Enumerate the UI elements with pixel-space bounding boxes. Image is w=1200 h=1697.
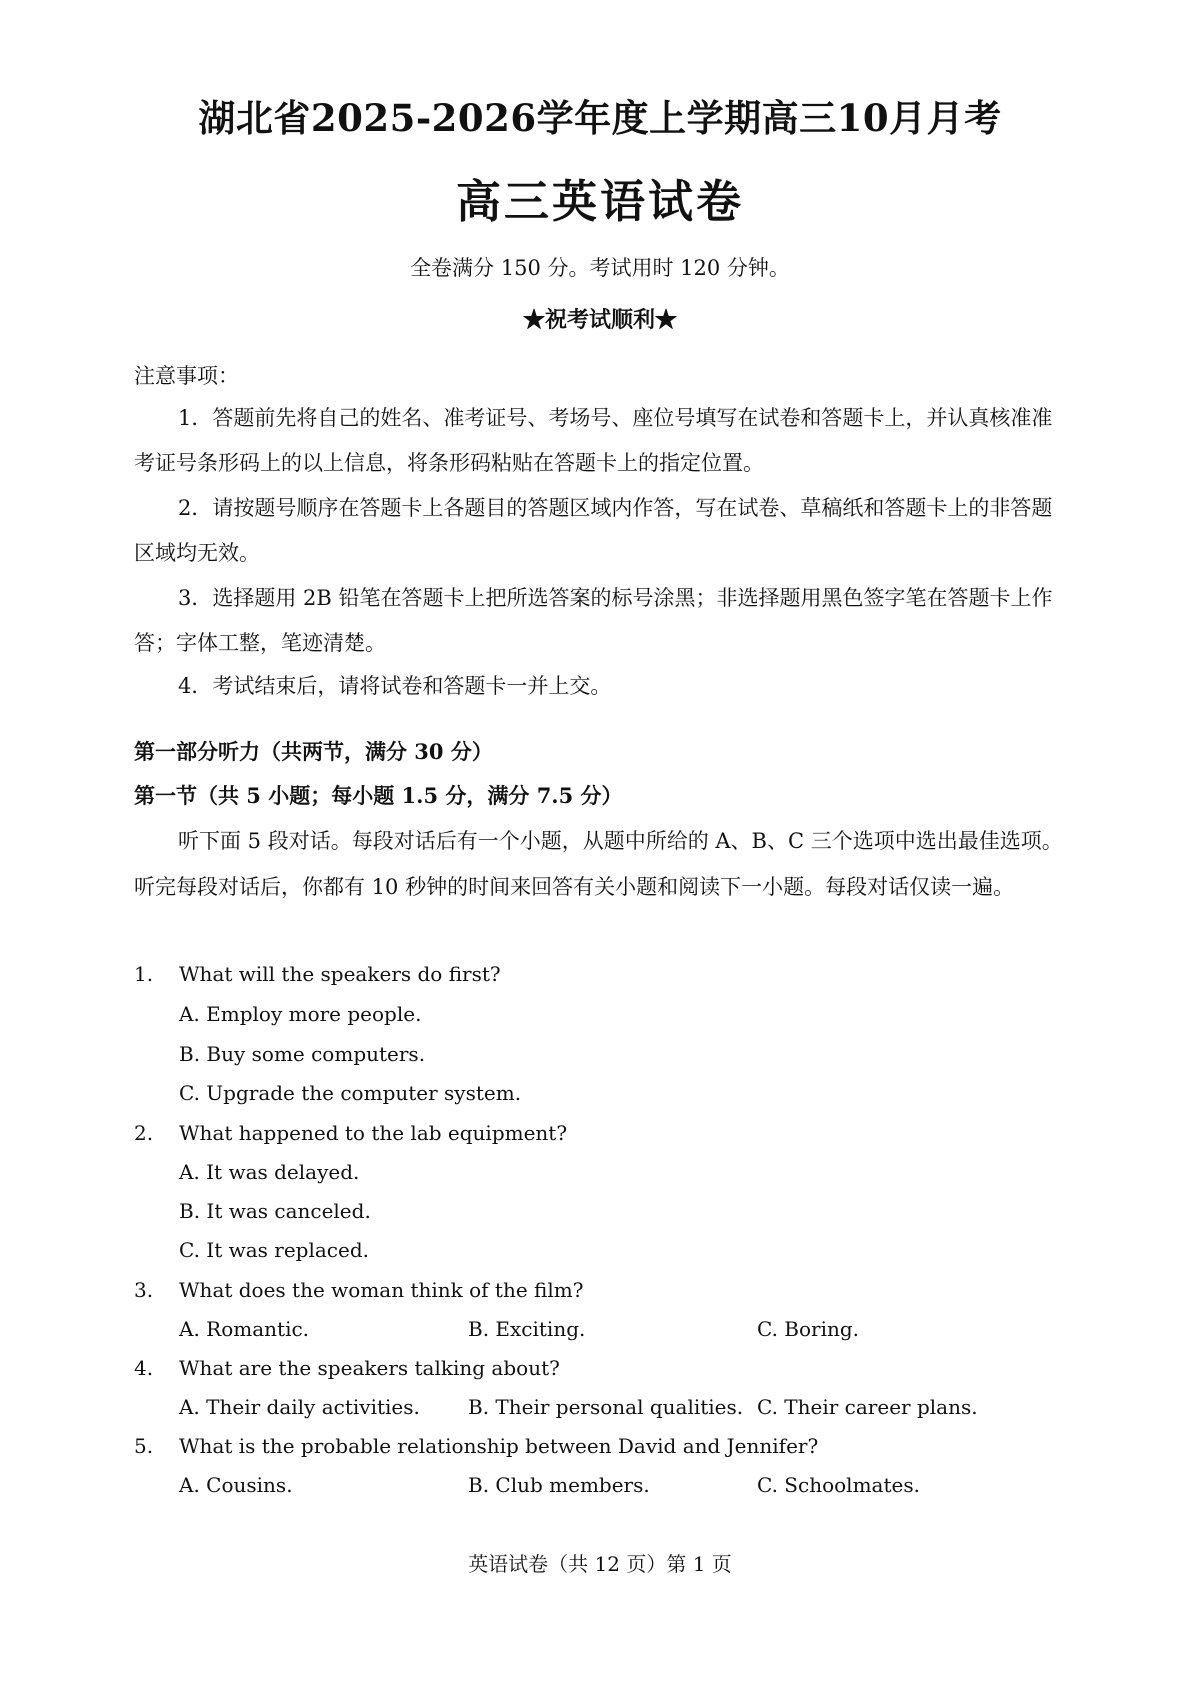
score-line: 全卷满分 150 分。考试用时 120 分钟。 — [410, 256, 790, 280]
answer-option: B. Club members. — [468, 1473, 650, 1497]
part-title: 第一部分听力（共两节，满分 30 分） — [134, 739, 493, 764]
question-number: 4. — [134, 1356, 154, 1380]
question-stem: What happened to the lab equipment? — [179, 1121, 568, 1145]
question-number: 1. — [134, 962, 154, 986]
answer-option: B. Buy some computers. — [179, 1042, 426, 1066]
note-item: 4．考试结束后，请将试卷和答题卡一并上交。 — [178, 674, 612, 698]
paper-title: 高三英语试卷 — [455, 175, 744, 228]
section-title: 第一节（共 5 小题；每小题 1.5 分，满分 7.5 分） — [134, 783, 623, 808]
answer-option: C. It was replaced. — [179, 1238, 369, 1262]
answer-option: B. Their personal qualities. — [468, 1395, 744, 1419]
note-item: 2．请按题号顺序在答题卡上各题目的答题区域内作答，写在试卷、草稿纸和答题卡上的非答题区域均无效。 — [134, 496, 1053, 565]
blessing-line: ★祝考试顺利★ — [522, 307, 677, 333]
note-item: 3．选择题用 2B 铅笔在答题卡上把所选答案的标号涂黑；非选择题用黑色签字笔在答题卡上作答；字体工整，笔迹清楚。 — [134, 586, 1053, 655]
question-stem: What are the speakers talking about? — [179, 1356, 560, 1380]
page-footer: 英语试卷（共 12 页）第 1 页 — [468, 1552, 732, 1576]
answer-option: B. It was canceled. — [179, 1199, 371, 1223]
answer-option: A. Cousins. — [179, 1473, 293, 1497]
question-stem: What will the speakers do first? — [179, 962, 501, 986]
question-stem: What is the probable relationship between David and Jennifer? — [179, 1434, 819, 1458]
answer-option: B. Exciting. — [468, 1317, 586, 1341]
exam-title: 湖北省2025-2026学年度上学期高三10月月考 — [198, 96, 1002, 140]
answer-option: A. Employ more people. — [179, 1002, 422, 1026]
question-stem: What does the woman think of the film? — [179, 1278, 584, 1302]
answer-option: A. Romantic. — [179, 1317, 310, 1341]
notes-heading: 注意事项： — [134, 364, 239, 388]
answer-option: C. Upgrade the computer system. — [179, 1081, 522, 1105]
note-item: 1．答题前先将自己的姓名、准考证号、考场号、座位号填写在试卷和答题卡上，并认真核准准考证号条形码上的以上信息，将条形码粘贴在答题卡上的指定位置。 — [134, 406, 1053, 475]
question-number: 3. — [134, 1278, 154, 1302]
question-number: 2. — [134, 1121, 154, 1145]
question-number: 5. — [134, 1434, 154, 1458]
answer-option: A. Their daily activities. — [179, 1395, 420, 1419]
answer-option: A. It was delayed. — [179, 1160, 360, 1184]
section-instruction: 听下面 5 段对话。每段对话后有一个小题，从题中所给的 A、B、C 三个选项中选出最佳选项。听完每段对话后，你都有 10 秒钟的时间来回答有关小题和阅读下一小题。每段对话仅读一遍。 — [134, 829, 1063, 899]
answer-option: C. Schoolmates. — [757, 1473, 920, 1497]
answer-option: C. Their career plans. — [757, 1395, 978, 1419]
answer-option: C. Boring. — [757, 1317, 860, 1341]
